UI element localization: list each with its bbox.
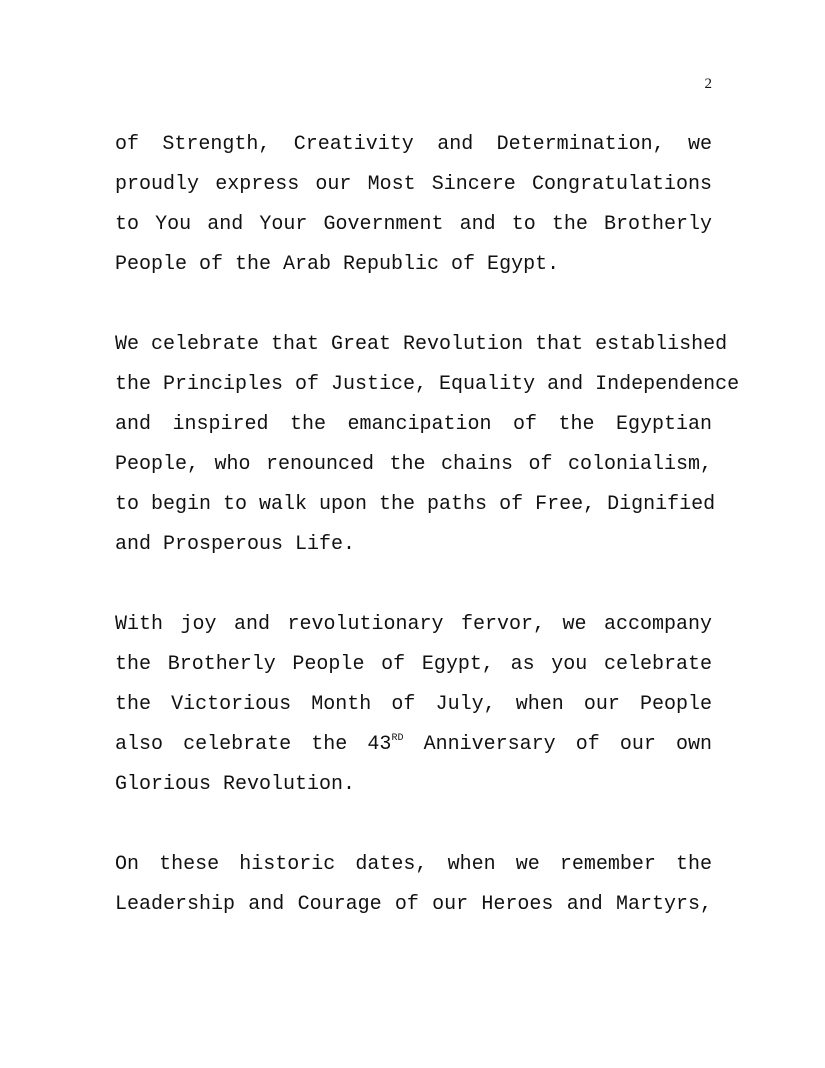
text-line: We celebrate that Great Revolution that established	[115, 333, 728, 356]
text-line: and Prosperous Life.	[115, 533, 356, 556]
text-line: the Brotherly People of Egypt, as you celebrate	[115, 653, 712, 676]
text-line: People of the Arab Republic of Egypt.	[115, 253, 560, 276]
text-line: the Victorious Month of July, when our People	[115, 693, 712, 716]
paragraph-gap	[115, 285, 712, 325]
text-line: On these historic dates, when we remember the	[115, 853, 712, 876]
text-line: Glorious Revolution.	[115, 773, 356, 796]
page-number: 2	[704, 76, 712, 92]
text-line: to You and Your Government and to the Brotherly	[115, 213, 712, 236]
text-line: proudly express our Most Sincere Congratulations	[115, 173, 712, 196]
paragraph-gap	[115, 565, 712, 605]
text-line: of Strength, Creativity and Determination, we	[115, 133, 712, 156]
paragraph-congratulations	[115, 125, 712, 285]
text-line-anniversary	[115, 725, 712, 765]
text-line: People, who renounced the chains of colonialism,	[115, 453, 712, 476]
text-line: Leadership and Courage of our Heroes and Martyrs,	[115, 893, 712, 916]
text-line: the Principles of Justice, Equality and Independence	[115, 373, 740, 396]
ordinal-superscript: RD	[391, 733, 404, 744]
letter-body	[115, 125, 740, 925]
paragraph-gap	[115, 805, 712, 845]
paragraph-july	[115, 605, 712, 805]
text-line: to begin to walk upon the paths of Free, Dignified	[115, 493, 716, 516]
anniversary-prefix: also celebrate the 43	[115, 733, 392, 756]
anniversary-suffix: Anniversary of our own	[403, 733, 713, 756]
text-line: With joy and revolutionary fervor, we accompany	[115, 613, 712, 636]
text-line: and inspired the emancipation of the Egyptian	[115, 413, 712, 436]
paragraph-historic-dates	[115, 845, 712, 925]
paragraph-revolution	[115, 325, 740, 565]
